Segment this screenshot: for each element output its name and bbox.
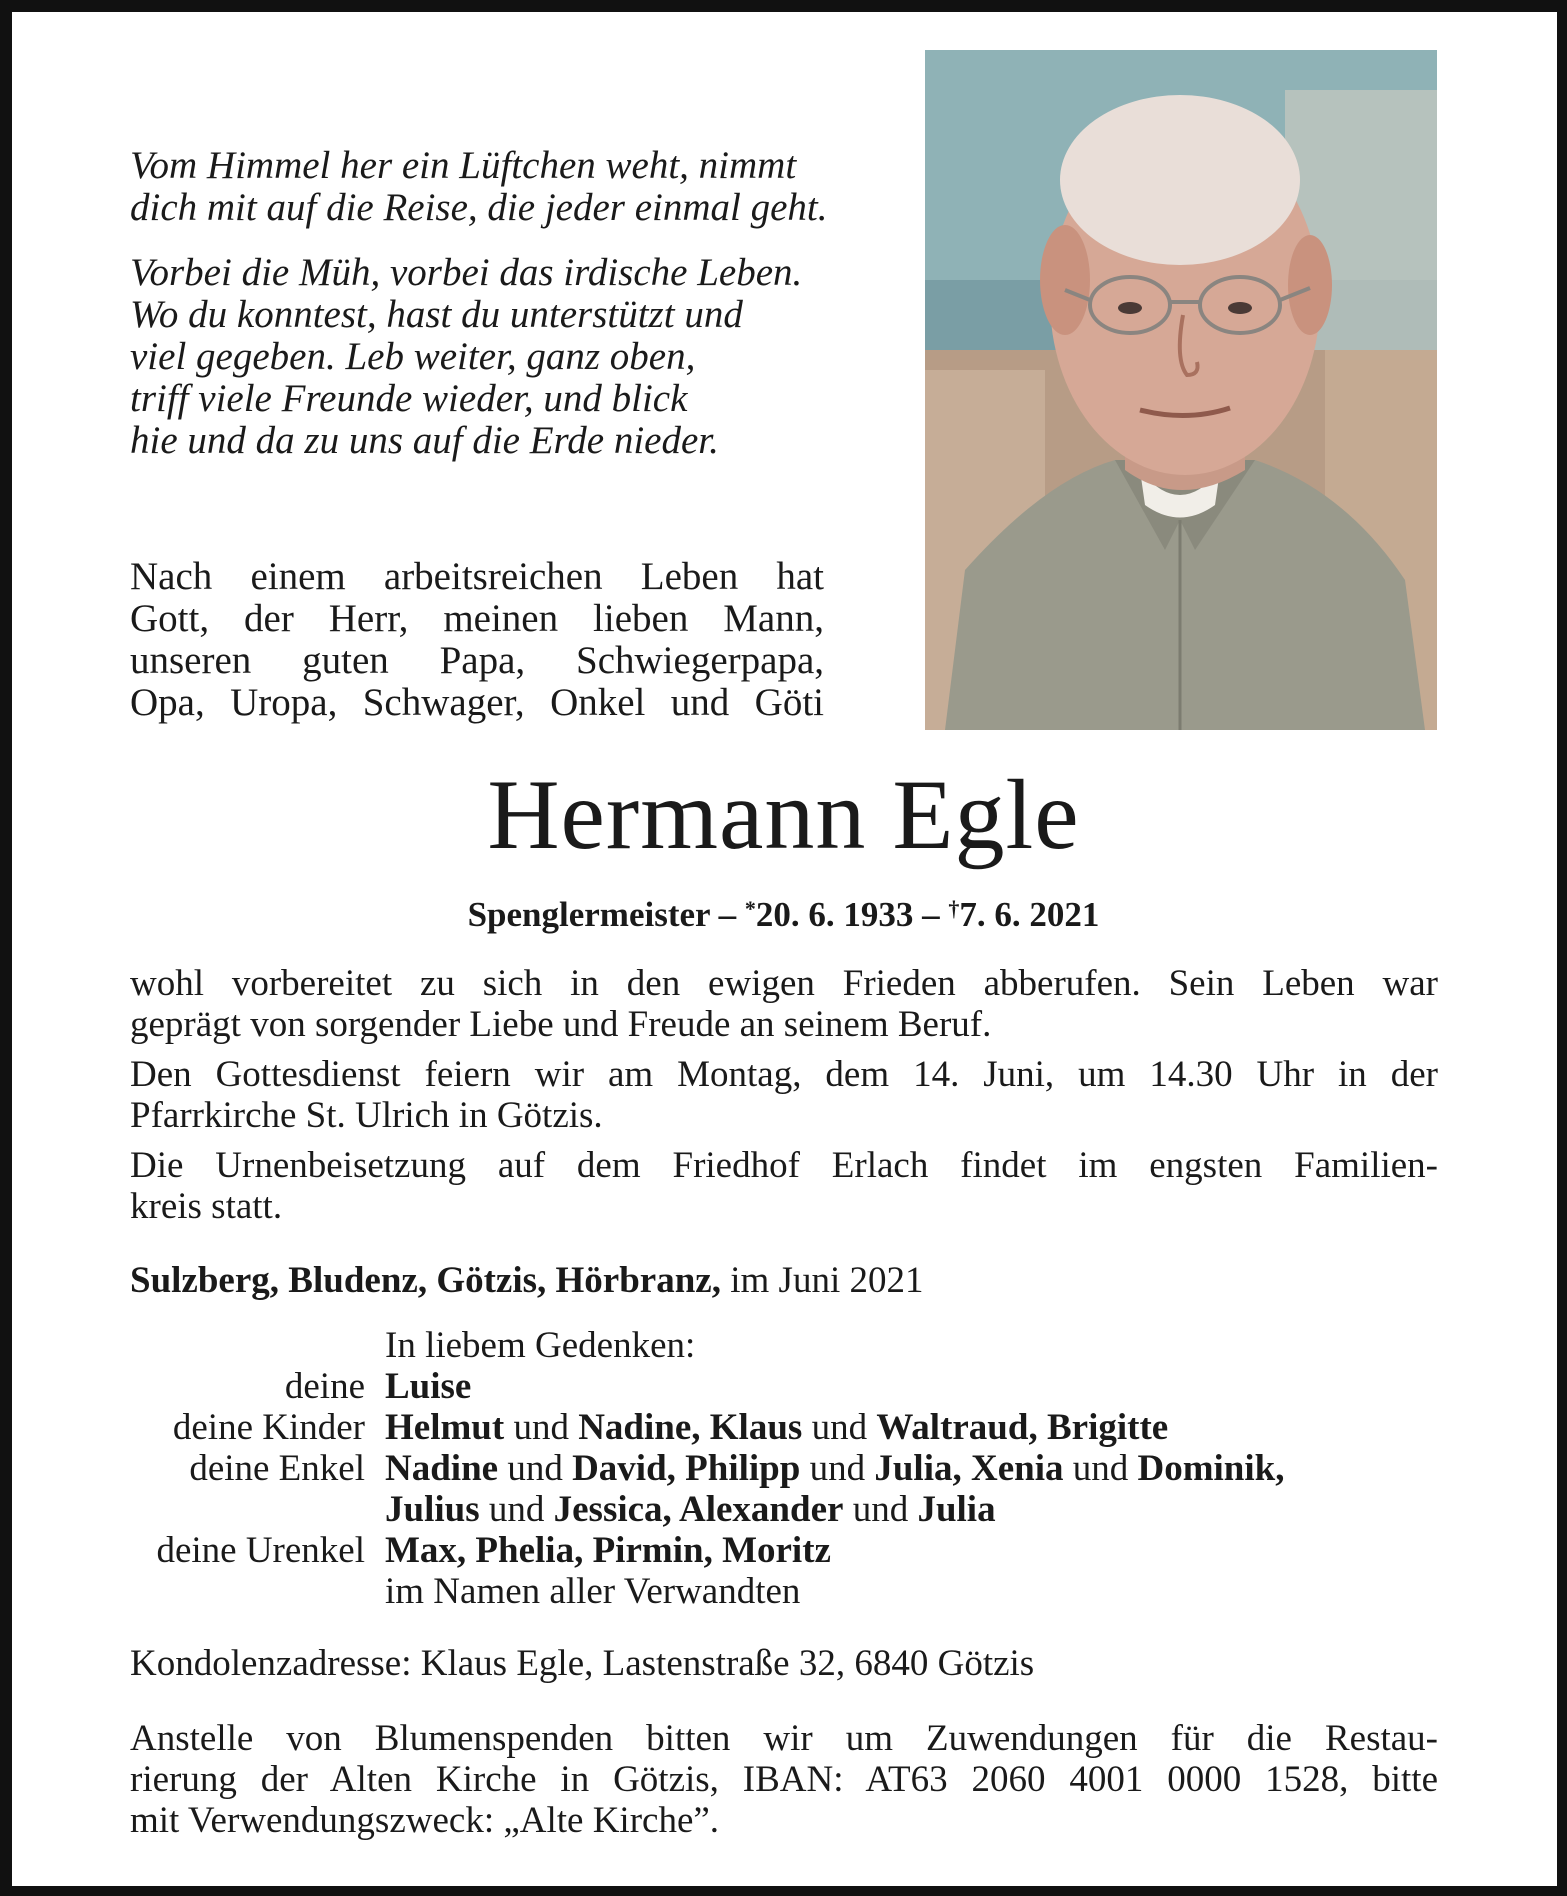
donation-line: rierung der Alten Kirche in Götzis, IBAN: AT63 2060 4001 0000 1528, bitte bbox=[130, 1759, 1438, 1800]
body-line: kreis statt. bbox=[130, 1186, 283, 1227]
condolence-address: Kondolenzadresse: Klaus Egle, Lastenstraße 32, 6840 Götzis bbox=[130, 1643, 1035, 1684]
family-member: Nadine, Klaus bbox=[578, 1407, 803, 1448]
intro-text bbox=[130, 556, 824, 724]
relation-label: deine bbox=[284, 1366, 365, 1407]
poem-stanza-2 bbox=[130, 252, 850, 462]
family-member: Jessica, Alexander bbox=[553, 1489, 844, 1530]
family-member: Dominik, bbox=[1137, 1448, 1285, 1489]
conjunction: und bbox=[507, 1448, 563, 1489]
death-date: 7. 6. 2021 bbox=[959, 895, 1100, 934]
separator: – bbox=[718, 895, 737, 934]
relation-label: deine Enkel bbox=[189, 1448, 365, 1489]
family-member: Max, Phelia, Pirmin, Moritz bbox=[385, 1530, 831, 1571]
poem-line: Wo du konntest, hast du unterstützt und bbox=[130, 293, 743, 336]
family-list bbox=[110, 1325, 1460, 1612]
poem-line: hie und da zu uns auf die Erde nieder. bbox=[130, 419, 719, 462]
donation-line: mit Verwendungszweck: „Alte Kirche”. bbox=[130, 1800, 720, 1841]
family-member: Julius bbox=[385, 1489, 480, 1530]
deceased-name: Hermann Egle bbox=[487, 759, 1080, 870]
body-paragraph-1 bbox=[130, 963, 1438, 1045]
conjunction: und bbox=[488, 1489, 545, 1530]
place-towns: Sulzberg, Bludenz, Götzis, Hörbranz, bbox=[130, 1260, 721, 1301]
birth-date: 20. 6. 1933 bbox=[755, 895, 914, 934]
intro-line: Opa, Uropa, Schwager, Onkel und Göti bbox=[130, 681, 824, 724]
family-row bbox=[110, 1571, 1460, 1612]
family-row bbox=[110, 1489, 1460, 1530]
intro-line: unseren guten Papa, Schwiegerpapa, bbox=[130, 639, 824, 682]
profession: Spenglermeister bbox=[467, 895, 710, 934]
family-member: Helmut bbox=[385, 1407, 505, 1448]
conjunction: und bbox=[513, 1407, 569, 1448]
family-row bbox=[110, 1407, 1460, 1448]
intro-line: Nach einem arbeitsreichen Leben hat bbox=[130, 555, 824, 598]
conjunction: und bbox=[1072, 1448, 1129, 1489]
notice-body bbox=[130, 963, 1438, 1236]
body-line: wohl vorbereitet zu sich in den ewigen Frieden abberufen. Sein Leben war bbox=[130, 963, 1438, 1004]
poem-line: viel gegeben. Leb weiter, ganz oben, bbox=[130, 335, 696, 378]
portrait-photo bbox=[925, 50, 1437, 730]
profession-and-dates bbox=[0, 888, 1567, 936]
family-member: Waltraud, Brigitte bbox=[876, 1407, 1169, 1448]
birth-symbol: * bbox=[744, 896, 756, 921]
family-row bbox=[110, 1325, 1460, 1366]
family-member: Nadine bbox=[385, 1448, 499, 1489]
family-member: Julia bbox=[917, 1489, 996, 1530]
family-row bbox=[110, 1366, 1460, 1407]
body-line: geprägt von sorgender Liebe und Freude an seinem Beruf. bbox=[130, 1004, 992, 1045]
poem-line: dich mit auf die Reise, die jeder einmal geht. bbox=[130, 186, 828, 229]
relatives-note: im Namen aller Verwandten bbox=[385, 1571, 801, 1612]
body-paragraph-2 bbox=[130, 1054, 1438, 1136]
body-paragraph-3 bbox=[130, 1145, 1438, 1227]
donation-line: Anstelle von Blumenspenden bitten wir um Zuwendungen für die Restau- bbox=[130, 1718, 1438, 1759]
family-member: Julia, Xenia bbox=[874, 1448, 1064, 1489]
memorial-poem bbox=[130, 145, 850, 485]
place-and-date bbox=[130, 1260, 923, 1302]
conjunction: und bbox=[811, 1407, 868, 1448]
body-line: Die Urnenbeisetzung auf dem Friedhof Erlach findet im engsten Familien- bbox=[130, 1145, 1438, 1186]
relation-label: deine Urenkel bbox=[156, 1530, 365, 1571]
family-member: Luise bbox=[385, 1366, 472, 1407]
poem-stanza-1 bbox=[130, 145, 850, 229]
death-symbol: † bbox=[948, 896, 960, 921]
family-heading: In liebem Gedenken: bbox=[385, 1325, 696, 1366]
separator: – bbox=[922, 895, 940, 934]
conjunction: und bbox=[852, 1489, 909, 1530]
family-member: David, Philipp bbox=[572, 1448, 801, 1489]
conjunction: und bbox=[809, 1448, 866, 1489]
body-line: Pfarrkirche St. Ulrich in Götzis. bbox=[130, 1095, 603, 1136]
poem-line: Vorbei die Müh, vorbei das irdische Leben. bbox=[130, 251, 803, 294]
relation-label: deine Kinder bbox=[172, 1407, 365, 1448]
intro-line: Gott, der Herr, meinen lieben Mann, bbox=[130, 597, 824, 640]
portrait-photo-illustration bbox=[925, 50, 1437, 730]
poem-line: triff viele Freunde wieder, und blick bbox=[130, 377, 688, 420]
family-row bbox=[110, 1448, 1460, 1489]
place-date: im Juni 2021 bbox=[730, 1260, 924, 1301]
poem-line: Vom Himmel her ein Lüftchen weht, nimmt bbox=[130, 144, 797, 187]
donation-note bbox=[130, 1718, 1438, 1841]
family-row bbox=[110, 1530, 1460, 1571]
body-line: Den Gottesdienst feiern wir am Montag, dem 14. Juni, um 14.30 Uhr in der bbox=[130, 1054, 1438, 1095]
